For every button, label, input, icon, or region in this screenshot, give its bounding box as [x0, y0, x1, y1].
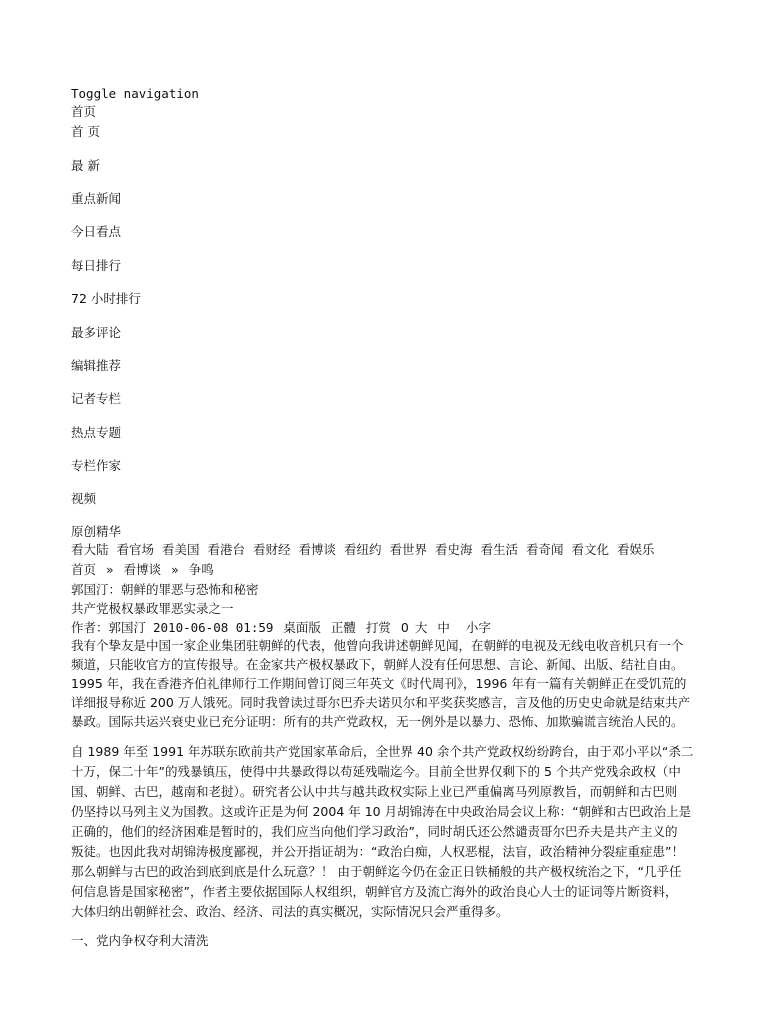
paragraph-line: 我有个挚友是中国一家企业集团驻朝鲜的代表，他曾向我讲述朝鲜见闻，在朝鲜的电视及无线电收音机只有一个	[71, 638, 684, 653]
author: 作者：郭国汀	[71, 620, 147, 635]
nav-item-original[interactable]: 原创精华	[71, 524, 122, 539]
brand-home-link[interactable]: 首页	[71, 104, 97, 119]
category-link[interactable]: 看奇闻	[526, 542, 564, 557]
nav-item-most-comments[interactable]: 最多评论	[71, 325, 122, 340]
paragraph-line: 十万，保二十年”的残暴镇压，使得中共暴政得以苟延残喘迄今。目前全世界仅剩下的 5 个共产党残余政权（中	[71, 764, 681, 779]
paragraph-line: 国、朝鲜、古巴，越南和老挝）。研究者公认中共与越共政权实际上业已严重偏离马列原教旨，而朝鲜和古巴则	[71, 784, 678, 799]
paragraph-line: 频道，只能收官方的宣传报导。在金家共产极权暴政下，朝鲜人没有任何思想、言论、新闻、出版、结社自由。	[71, 657, 684, 672]
tip-button[interactable]: 打赏	[365, 620, 391, 635]
toggle-navigation-button[interactable]: Toggle navigation	[71, 86, 199, 101]
category-link[interactable]: 看博谈	[298, 542, 337, 557]
category-link[interactable]: 看娱乐	[617, 542, 655, 557]
font-size-large[interactable]: 大	[414, 620, 428, 635]
category-link[interactable]: 看官场	[116, 542, 155, 557]
nav-item-reporter-column[interactable]: 记者专栏	[71, 391, 122, 406]
nav-item-today[interactable]: 今日看点	[71, 224, 122, 239]
font-size-small[interactable]: 小字	[465, 620, 491, 635]
publish-datetime: 2010-06-08 01:59	[153, 620, 274, 635]
paragraph-line: 那么朝鲜与古巴的政治到底到底是什么玩意？！ 由于朝鲜迄今仍在金正日铁桶般的共产极权统治之下，“几乎任	[71, 864, 682, 879]
category-link[interactable]: 看港台	[207, 542, 246, 557]
nav-item-hot-topics[interactable]: 热点专题	[71, 425, 122, 440]
nav-item-editor-picks[interactable]: 编辑推荐	[71, 358, 122, 373]
nav-item-72h-rank[interactable]: 72 小时排行	[71, 291, 141, 306]
nav-item-columnists[interactable]: 专栏作家	[71, 458, 122, 473]
article-title: 郭国汀：朝鲜的罪恶与恐怖和秘密	[71, 582, 259, 597]
breadcrumb	[71, 561, 214, 578]
nav-item-video[interactable]: 视频	[71, 491, 97, 506]
article-paragraph	[71, 742, 696, 922]
breadcrumb-section[interactable]: 看博谈	[123, 562, 162, 577]
paragraph-line: 仍坚持以马列主义为国教。这或许正是为何 2004 年 10 月胡锦涛在中央政治局会议上称：“朝鲜和古巴政治上是	[71, 804, 692, 819]
paragraph-line: 暴政。国际共运兴衰史业已充分证明：所有的共产党政权，无一例外是以暴力、恐怖、加欺骗谎言统治人民的。	[71, 714, 684, 729]
category-link[interactable]: 看财经	[253, 542, 291, 557]
paragraph-line: 1995 年，我在香港齐伯礼律师行工作期间曾订阅三年英文《时代周刊》，1996 年有一篇有关朝鲜正在受饥荒的	[71, 676, 687, 691]
font-size-medium[interactable]: 中	[437, 620, 450, 635]
breadcrumb-sub[interactable]: 争鸣	[188, 562, 214, 577]
category-link[interactable]: 看美国	[162, 542, 200, 557]
category-link[interactable]: 看生活	[480, 542, 519, 557]
tip-count: 0	[400, 620, 409, 635]
paragraph-line: 叛徒。也因此我对胡锦涛极度鄙视，并公开指证胡为：“政治白痴，人权恶棍，法盲，政治精神分裂症重症患”！	[71, 844, 684, 859]
category-link[interactable]: 看纽约	[344, 542, 382, 557]
breadcrumb-separator: »	[106, 562, 114, 577]
nav-item-top-news[interactable]: 重点新闻	[71, 191, 122, 206]
paragraph-line: 大体归纳出朝鲜社会、政治、经济、司法的真实概况，实际情况只会严重得多。	[71, 904, 509, 919]
desktop-version-link[interactable]: 桌面版	[283, 620, 321, 635]
paragraph-line: 自 1989 年至 1991 年苏联东欧前共产党国家革命后，全世界 40 余个共产党政权纷纷跨台，由于邓小平以“杀二	[71, 744, 694, 759]
article-paragraph	[71, 636, 696, 731]
category-link[interactable]: 看大陆	[71, 542, 109, 557]
nav-item-latest[interactable]: 最 新	[71, 158, 100, 173]
category-bar	[71, 541, 659, 558]
category-link[interactable]: 看文化	[571, 542, 610, 557]
category-link[interactable]: 看世界	[389, 542, 428, 557]
nav-item-daily-rank[interactable]: 每日排行	[71, 258, 122, 273]
article-subtitle: 共产党极权暴政罪恶实录之一	[71, 601, 234, 616]
breadcrumb-separator: »	[171, 562, 179, 577]
breadcrumb-home[interactable]: 首页	[71, 562, 97, 577]
article-meta	[71, 619, 497, 636]
paragraph-line: 正确的，他们的经济困难是暂时的，我们应当向他们学习政治”，同时胡氏还公然谴责哥尔巴乔夫是共产主义的	[71, 824, 678, 839]
paragraph-line: 详细报导称近 200 万人饿死。同时我曾读过哥尔巴乔夫诺贝尔和平奖获奖感言，言及他的历史史命就是结束共产	[71, 695, 691, 710]
paragraph-line: 何信息皆是国家秘密”，作者主要依据国际人权组织，朝鲜官方及流亡海外的政治良心人士的证词等片断资料，	[71, 884, 678, 899]
section-heading: 一、党内争权夺利大清洗	[71, 933, 209, 948]
traditional-chinese-link[interactable]: 正體	[330, 620, 356, 635]
category-link[interactable]: 看史海	[435, 542, 473, 557]
nav-item-home[interactable]: 首 页	[71, 124, 100, 139]
